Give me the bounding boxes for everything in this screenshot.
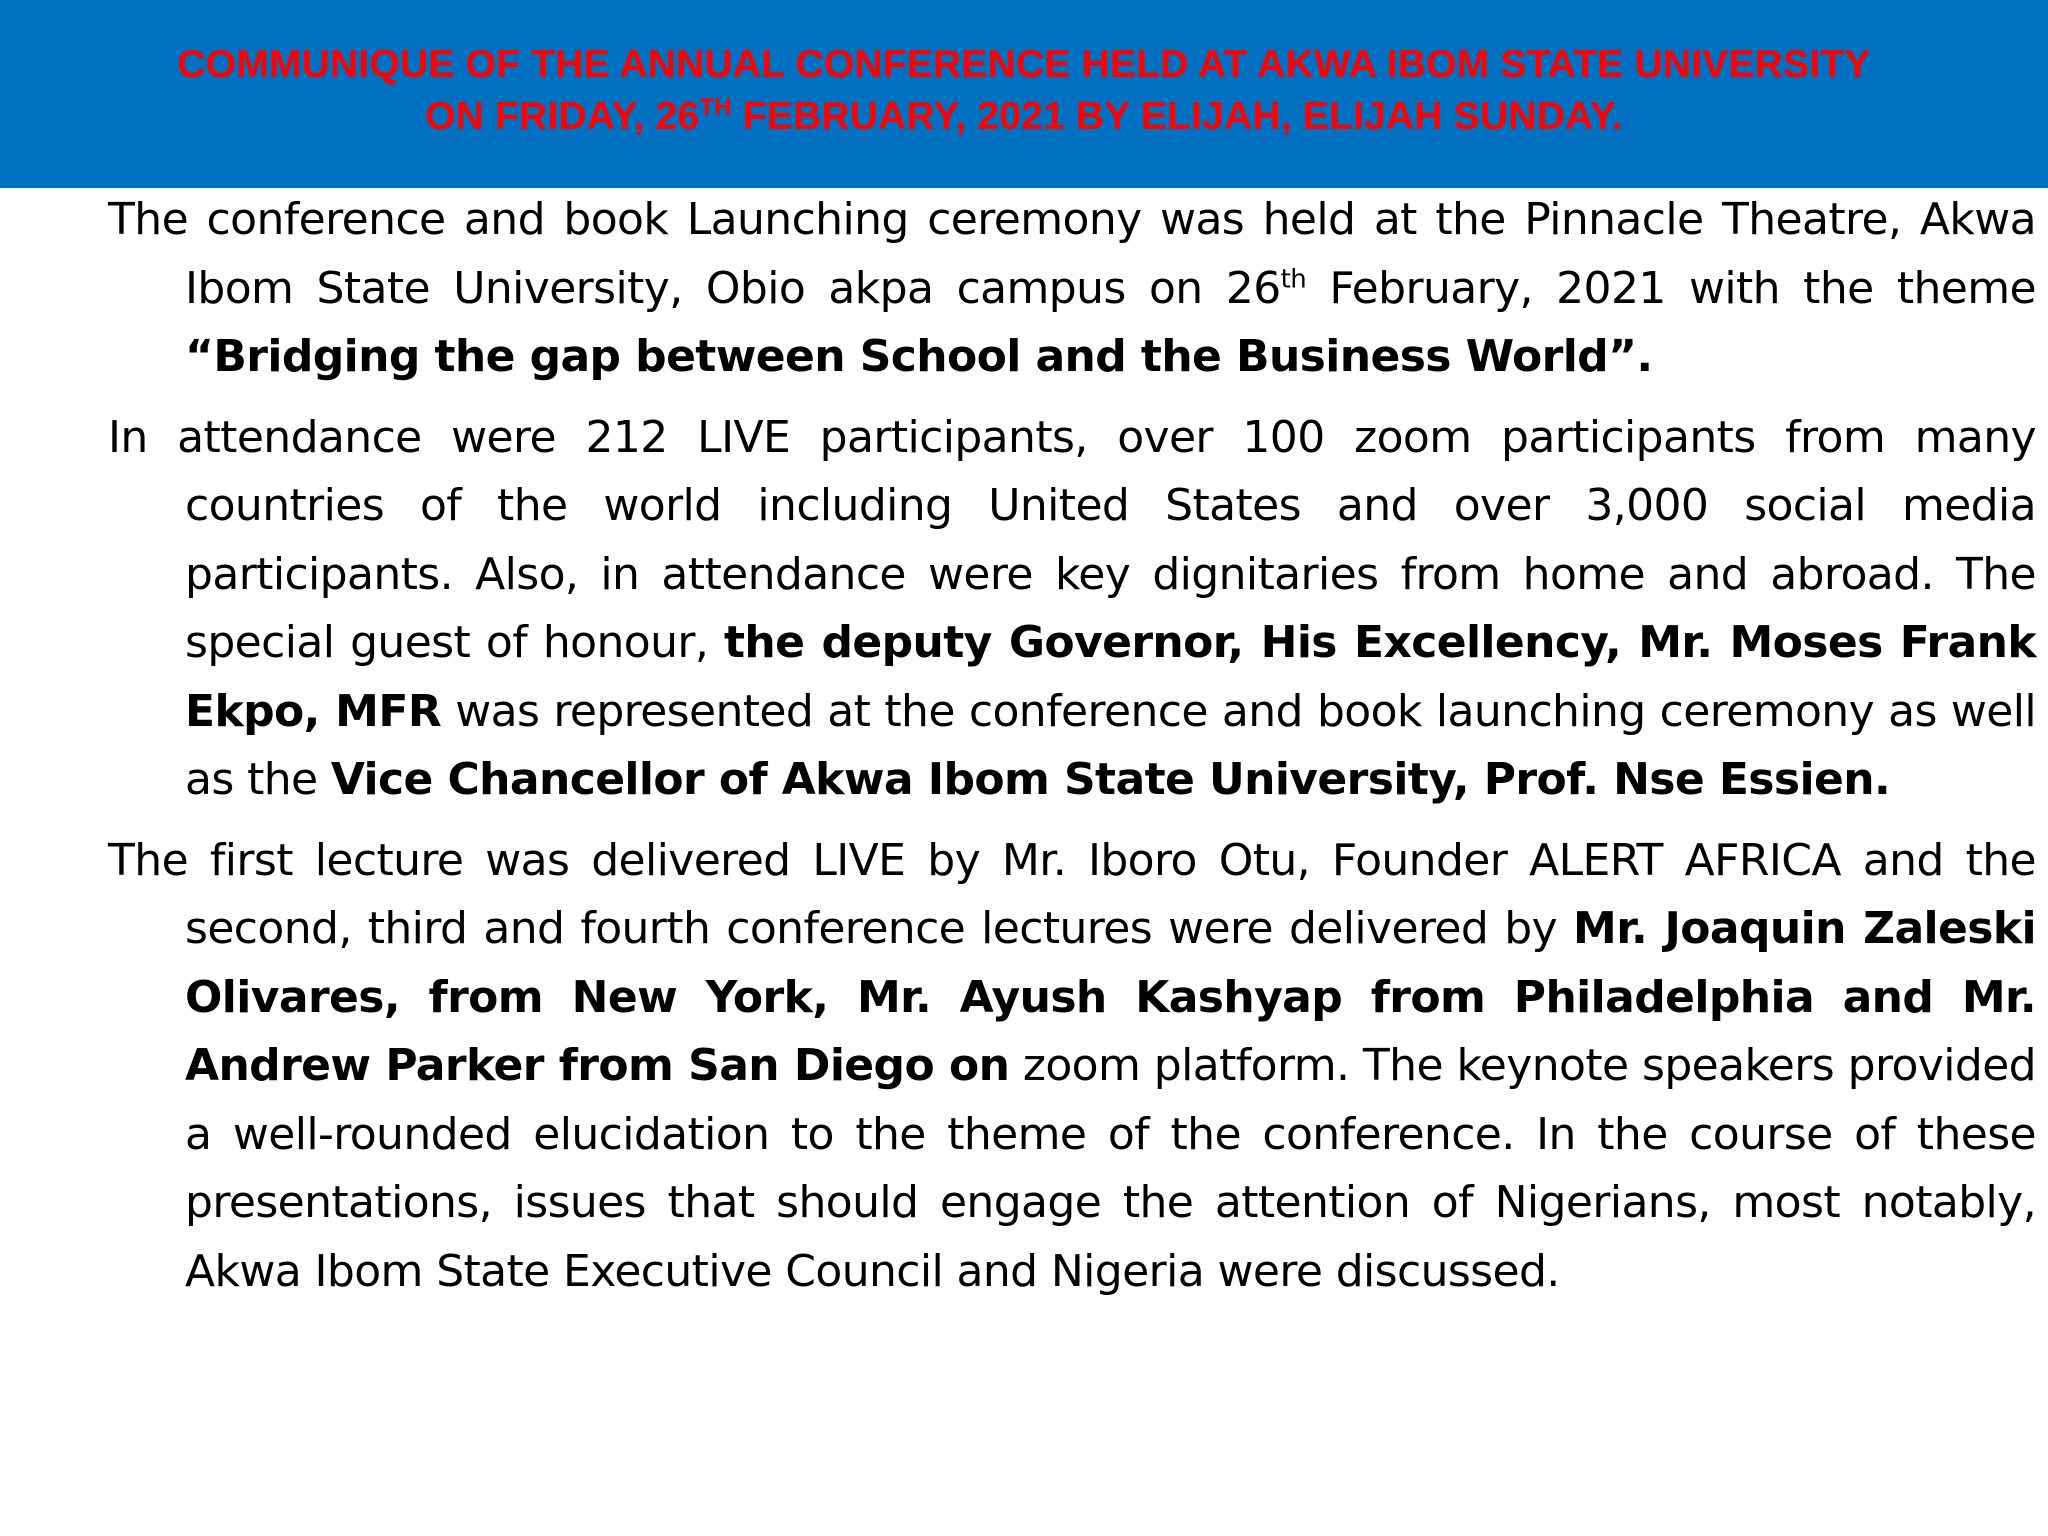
paragraph-venue (108, 186, 2036, 392)
title-line-2-start: ON FRIDAY, 26 (425, 95, 700, 138)
vice-chancellor: Vice Chancellor of Akwa Ibom State University, Prof. Nse Essien. (330, 754, 1891, 805)
venue-text: The conference and book Launching ceremony was held at the Pinnacle Theatre, Akwa Ibom State University, Obio akpa campus on 26 (108, 194, 2036, 314)
header-band (0, 0, 2048, 188)
attendance-text-cont: was represented at the conference and book launching ceremony as well as the (185, 685, 2036, 805)
title-line-2-end: FEBRUARY, 2021 BY ELIJAH, ELIJAH SUNDAY. (731, 95, 1623, 138)
paragraph-attendance (108, 404, 2036, 815)
lectures-text: The first lecture was delivered LIVE by Mr. Iboro Otu, Founder ALERT AFRICA and the second, third and fourth conference lectures were delivered by (108, 834, 2036, 954)
lecture-speakers: Mr. Joaquin Zaleski Olivares, from New York, Mr. Ayush Kashyap from Philadelphia and Mr. Andrew Parker from San Diego on (185, 903, 2037, 1091)
attendance-text: In attendance were 212 LIVE participants, over 100 zoom participants from many countries of the world including United States and over 3,000 social media participants. Also, in attendance were key dignitaries from home and abroad. The special guest of honour, (108, 411, 2036, 668)
venue-date-suffix: th (1280, 263, 1307, 294)
lectures-text-cont: zoom platform. The keynote speakers provided a well-rounded elucidation to the theme of the conference. In the course of these presentations, issues that should engage the attention of Nigerians, most notably, Akwa Ibom State Executive Council and Nigeria were discussed. (185, 1040, 2036, 1297)
title-ordinal-suffix: TH (699, 94, 732, 121)
paragraph-lectures (108, 827, 2036, 1307)
conference-theme: “Bridging the gap between School and the Business World”. (185, 331, 1653, 382)
body-text (108, 186, 2036, 1318)
title-line-2 (425, 91, 1623, 143)
title-line-1: COMMUNIQUE OF THE ANNUAL CONFERENCE HELD AT AKWA IBOM STATE UNIVERSITY (177, 43, 1871, 86)
guest-of-honour: the deputy Governor, His Excellency, Mr. Moses Frank Ekpo, MFR (185, 617, 2036, 737)
venue-text-cont: February, 2021 with the theme (1306, 262, 2036, 314)
